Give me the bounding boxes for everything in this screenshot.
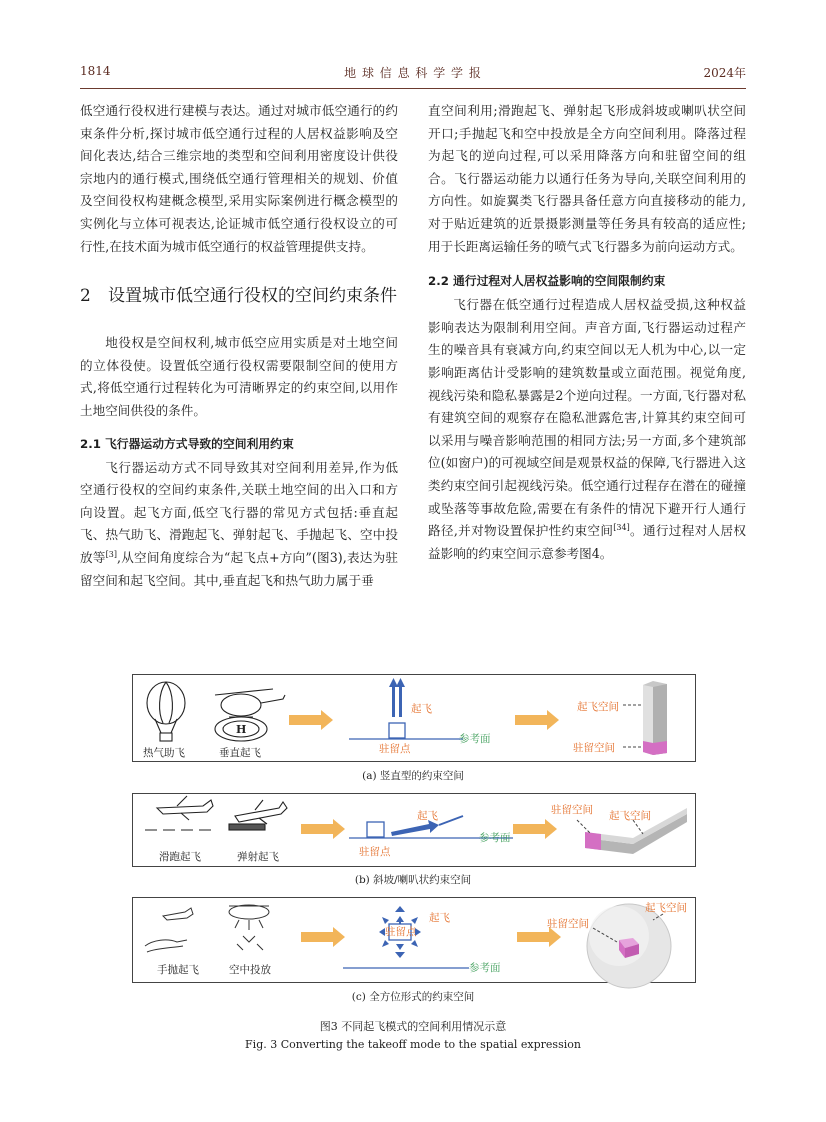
label-takeoff-space: 起飞空间: [645, 902, 687, 914]
label-air-drop: 空中投放: [229, 964, 271, 976]
section-title: 设置城市低空通行役权的空间约束条件: [108, 286, 397, 307]
flow-arrow: [515, 710, 559, 730]
caption-panel-a: (a) 竖直型的约束空间: [362, 770, 464, 782]
label-reference: 参考面: [459, 733, 491, 745]
caption-panel-b: (b) 斜坡/喇叭状约束空间: [354, 874, 472, 886]
stay-point-box: [389, 723, 405, 738]
label-stay-space: 驻留空间: [547, 918, 589, 930]
citation-ref: [3]: [105, 549, 117, 559]
vertical-constraint-column: [643, 681, 667, 755]
label-reference: 参考面: [479, 832, 511, 844]
figure-caption-en: Fig. 3 Converting the takeoff mode to the spatial expression: [245, 1038, 581, 1051]
label-takeoff-space: 起飞空间: [577, 701, 619, 713]
header-rule: [80, 88, 746, 89]
label-vertical: 垂直起飞: [219, 747, 261, 759]
section-heading: [80, 282, 398, 310]
label-stay-point: 驻留点: [359, 846, 391, 858]
label-runway: 滑跑起飞: [159, 851, 201, 863]
journal-title: 地 球 信 息 科 学 学 报: [344, 66, 482, 80]
section-paragraph: 地役权是空间权利,城市低空应用实质是对土地空间的立体役使。设置低空通行役权需要限制空间的使用方式,将低空通行过程转化为可清晰界定的约束空间,以用作土地空间供役的条件。: [80, 335, 398, 418]
label-stay-space: 驻留空间: [551, 804, 593, 816]
label-stay-point: 驻留点: [379, 743, 411, 755]
para-text: ,从空间角度综合为“起飞点+方向”(图3),表达为驻留空间和起飞空间。其中,垂直起飞和热气助力属于垂: [80, 549, 399, 588]
label-catapult: 弹射起飞: [237, 851, 279, 863]
para-text: 。通行过程对人居权益影响的约束空间示意参考图4。: [428, 523, 746, 561]
figure-caption-cn: 图3 不同起飞模式的空间利用情况示意: [319, 1020, 507, 1033]
label-reference: 参考面: [469, 962, 501, 974]
citation-ref: [34]: [613, 522, 630, 532]
label-takeoff: 起飞: [411, 703, 432, 715]
label-hand-launch: 手抛起飞: [157, 964, 199, 976]
label-takeoff: 起飞: [417, 810, 438, 822]
panel-b-diagram: [133, 794, 695, 866]
intro-paragraph: 低空通行役权进行建模与表达。通过对城市低空通行的约束条件分析,探讨城市低空通行过程的人居权益影响及空间化表达,结合三维宗地的类型和空间利用密度设计供役宗地内的通行模式,围绕低空通行管理相关的规划、价值及空间役权构建概念模型,采用实际案例进行概念模型的实例化与立体可视表达,论证城市低空通行役权设立的可行性,在技术面为城市低空通行的权益管理提供支持。: [80, 103, 398, 254]
section-number: 2: [80, 286, 91, 307]
right-column: [428, 100, 746, 565]
figure-panel-a: [132, 674, 696, 762]
vertical-takeoff-arrows: [389, 678, 405, 717]
panel-c-diagram: [133, 898, 695, 982]
figure-panel-c: [132, 897, 696, 983]
para-text: 飞行器运动方式不同导致其对空间利用差异,作为低空通行役权的空间约束条件,关联土地空间的出入口和方向设置。起飞方面,低空飞行器的常见方式包括:垂直起飞、热气助飞、滑跑起飞、弹射起飞、手抛起飞、空中投放等: [80, 459, 398, 565]
flow-arrow: [301, 819, 345, 839]
label-stay-point: 驻留点: [385, 926, 417, 938]
svg-text:H: H: [236, 723, 247, 736]
subsection-2-2-paragraph: [428, 294, 746, 565]
label-stay-space: 驻留空间: [573, 742, 615, 754]
label-takeoff-space: 起飞空间: [609, 810, 651, 822]
issue-year: 2024年: [703, 66, 746, 80]
takeoff-line: [439, 816, 463, 825]
subsection-2-2-title: 2.2 通行过程对人居权益影响的空间限制约束: [428, 274, 666, 289]
flow-arrow: [513, 819, 557, 839]
subsection-2-1-title: 2.1 飞行器运动方式导致的空间利用约束: [80, 436, 294, 451]
flow-arrow: [289, 710, 333, 730]
continued-paragraph: 直空间利用;滑跑起飞、弹射起飞形成斜坡或喇叭状空间开口;手抛起飞和空中投放是全方向空间利用。降落过程为起飞的逆向过程,可以采用降落方向和驻留空间的组合。飞行器运动能力以通行任务为导向,关联空间利用的方向性。如旋翼类飞行器具备任意方向直接移动的能力,对于贴近建筑的近景摄影测量等任务具有较高的适应性;用于长距离运输任务的喷气式飞行器多为前向运动方式。: [428, 103, 746, 254]
stay-point-box: [367, 822, 384, 837]
caption-panel-c: (c) 全方位形式的约束空间: [351, 991, 475, 1003]
label-hot-air: 热气助飞: [143, 747, 185, 759]
left-column: [80, 100, 398, 592]
para-text: 飞行器在低空通行过程造成人居权益受损,这种权益影响表达为限制利用空间。声音方面,飞行器运动过程产生的噪音具有衰减方向,约束空间以无人机为中心,以一定影响距离估计受影响的建筑数量或立面范围。视觉角度,视线污染和隐私暴露是2个逆向过程。一方面,飞行器对私有建筑空间的观察存在隐私泄露危害,计算其约束空间可以采用与噪音影响范围的相同方法;另一方面,多个建筑部位(如窗户)的可视域空间是观景权益的保障,飞行器进入这类约束空间引起视线污染。低空通行过程存在潜在的碰撞或坠落等事故危险,需要在有条件的情况下避开行人通行路径,并对物设置保护性约束空间: [428, 297, 746, 539]
subsection-2-1-paragraph: [80, 457, 398, 593]
page-number: 1814: [80, 64, 111, 78]
figure-panel-b: [132, 793, 696, 867]
label-takeoff: 起飞: [429, 912, 450, 924]
flow-arrow: [301, 927, 345, 947]
